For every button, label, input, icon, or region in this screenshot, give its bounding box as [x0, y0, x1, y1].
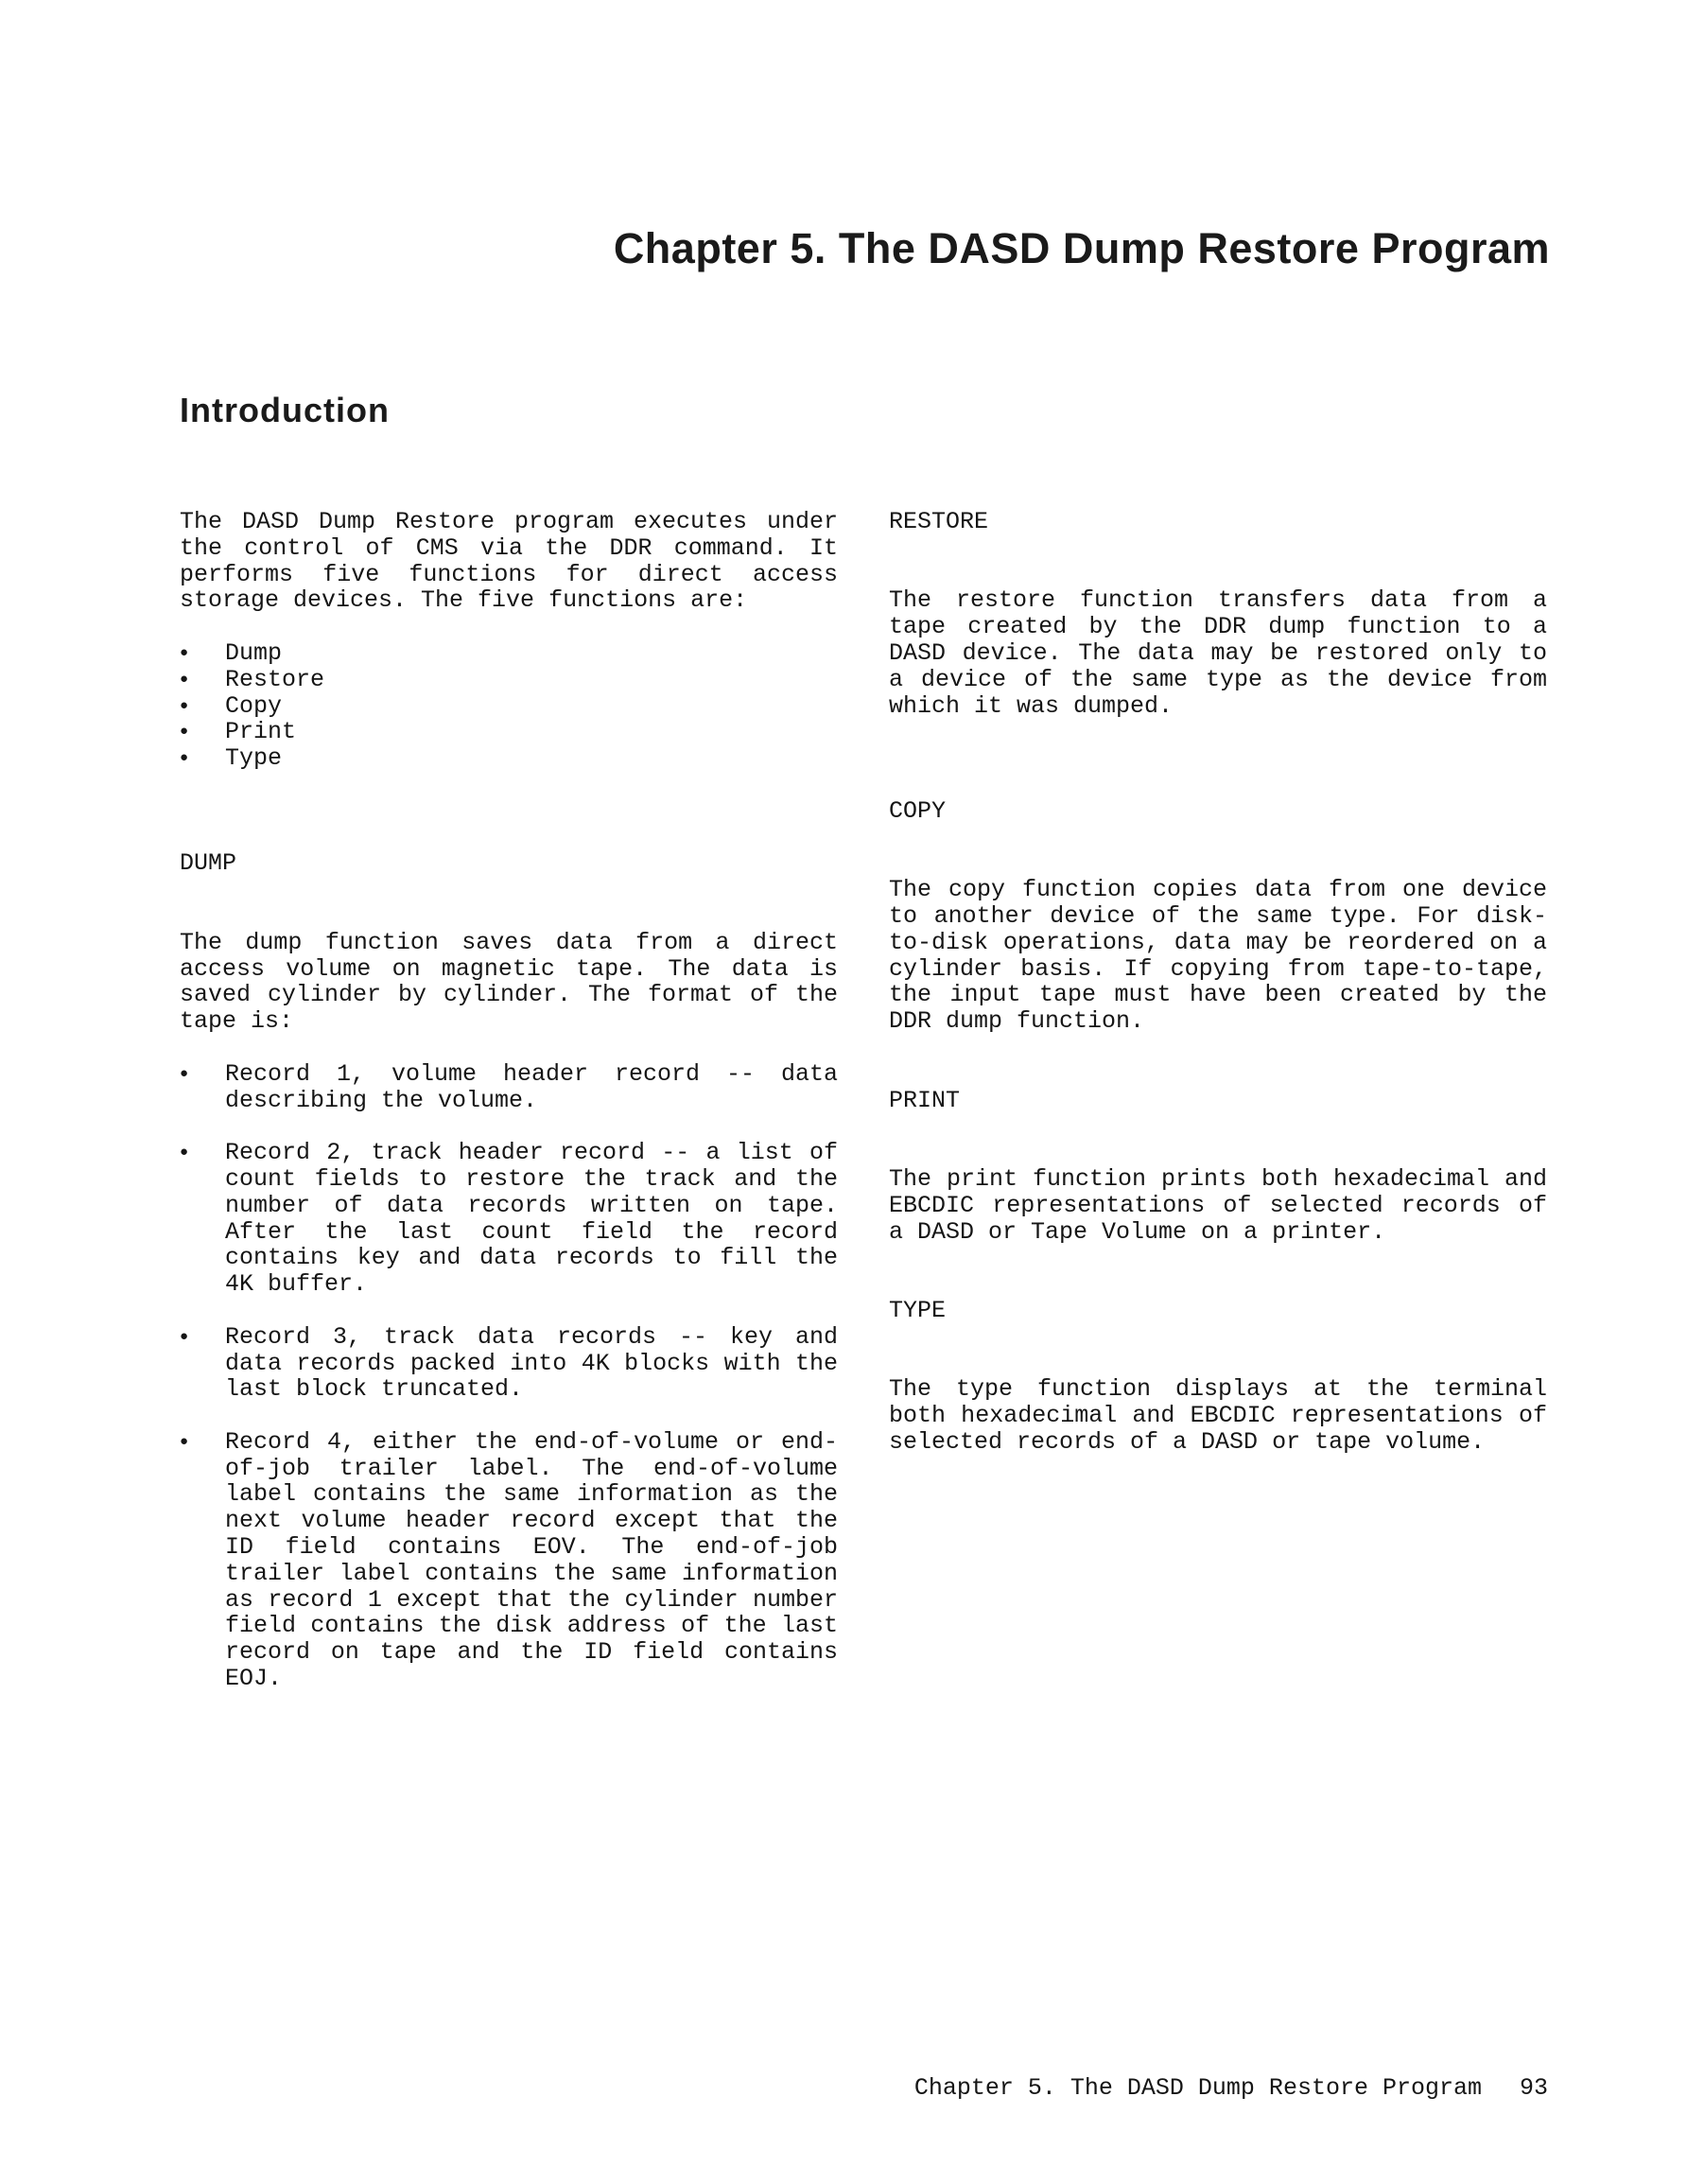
restore-heading: RESTORE	[889, 508, 989, 535]
list-item: ● Dump	[180, 640, 838, 667]
running-title: Chapter 5. The DASD Dump Restore Program	[913, 2074, 1482, 2102]
dump-heading: DUMP	[180, 849, 237, 878]
copy-heading: COPY	[889, 796, 947, 825]
restore-paragraph: The restore function transfers data from a tape created by the DDR dump function to a DASD device. The data may be restored only to a device of the same type as the device from which it was dumped.	[889, 586, 1547, 720]
chapter-title: Chapter 5. The DASD Dump Restore Program	[613, 224, 1550, 272]
type-paragraph: The type function displays at the terminal both hexadecimal and EBCDIC representations of selected records of a DASD or tape volume.	[889, 1375, 1547, 1456]
section-title: Introduction	[180, 391, 390, 429]
print-heading: PRINT	[889, 1086, 961, 1114]
list-item: ● Record 1, volume header record -- data describing the volume.	[180, 1061, 838, 1114]
dump-paragraph: The dump function saves data from a direct access volume on magnetic tape. The data is saved cylinder by cylinder. The format of the tape is:	[180, 928, 838, 1036]
type-heading: TYPE	[889, 1296, 947, 1324]
right-column	[889, 509, 1547, 1456]
page-number: 93	[1519, 2074, 1548, 2102]
list-item: ● Type	[180, 745, 838, 772]
list-item: ● Record 3, track data records -- key and data records packed into 4K blocks with the last block truncated.	[180, 1324, 838, 1403]
list-item: ● Print	[180, 719, 838, 745]
list-item: ● Copy	[180, 693, 838, 720]
print-paragraph: The print function prints both hexadecimal and EBCDIC representations of selected records of a DASD or Tape Volume on a printer.	[889, 1164, 1547, 1246]
copy-paragraph: The copy function copies data from one device to another device of the same type. For disk-to-disk operations, data may be reordered on a cylinder basis. If copying from tape-to-tape, the input tape must have been created by the DDR dump function.	[889, 876, 1547, 1036]
function-list	[180, 640, 838, 772]
page-footer	[914, 2075, 1548, 2102]
intro-paragraph: The DASD Dump Restore program executes under the control of CMS via the DDR command. It performs five functions for direct access storage devices. The five functions are:	[180, 508, 838, 615]
list-item: ● Restore	[180, 667, 838, 693]
list-item: ● Record 2, track header record -- a list of count fields to restore the track and the number of data records written on tape. After the last count field the record contains key and data records to fill the 4K buffer.	[180, 1140, 838, 1298]
left-column	[180, 509, 838, 1719]
tape-record-list	[180, 1061, 838, 1692]
list-item: ● Record 4, either the end-of-volume or end-of-job trailer label. The end-of-volume label contains the same information as the next volume header record except that the ID field contains EOV. The end-of-job trailer label contains the same information as record 1 except that the cylinder number field contains the disk address of the last record on tape and the ID field contains EOJ.	[180, 1429, 838, 1692]
